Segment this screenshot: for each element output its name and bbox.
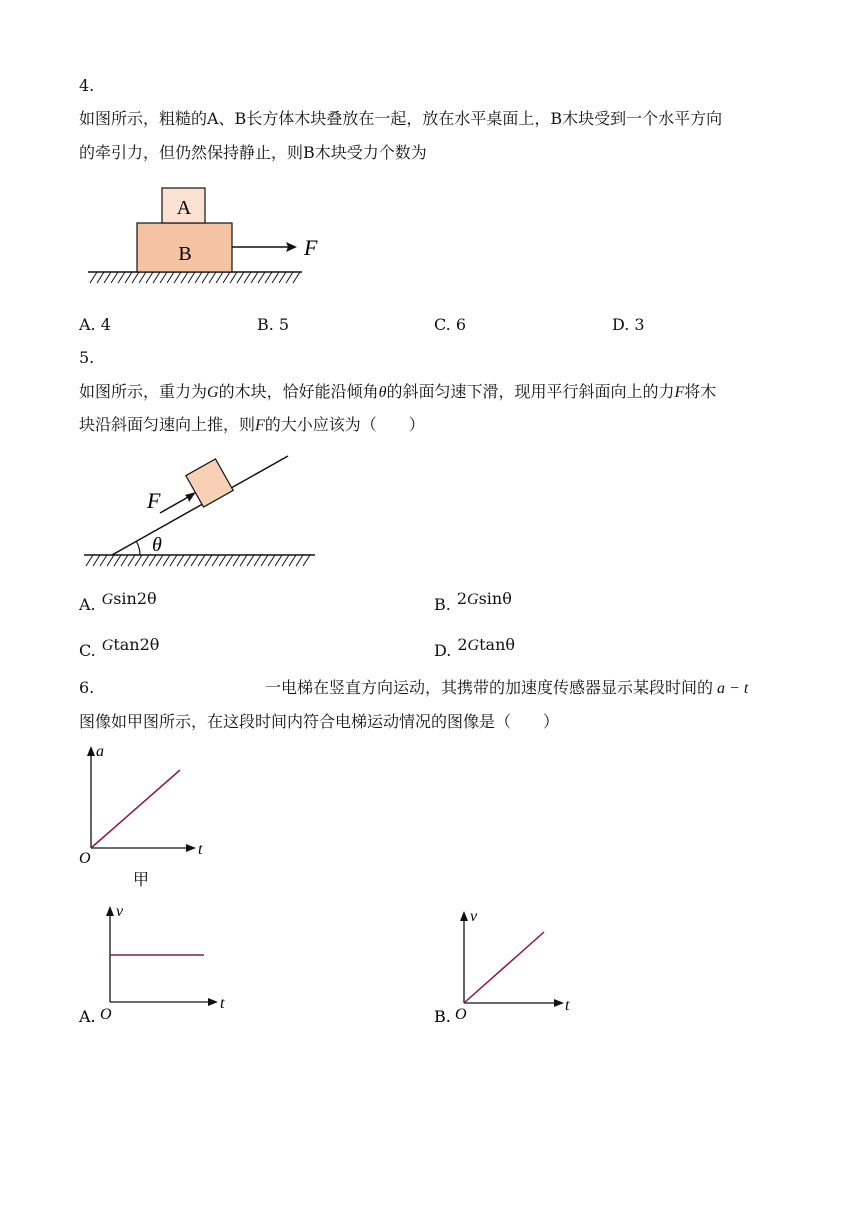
jia-line	[91, 770, 180, 848]
q4-option-d[interactable]: D. 3	[612, 315, 645, 334]
a-y-label: v	[116, 903, 124, 920]
q4-force-label: F	[304, 235, 318, 260]
q4-block-a-label: A	[176, 197, 192, 219]
q4-number: 4.	[79, 76, 95, 95]
q6-stem-line2: 图像如甲图所示，在这段时间内符合电梯运动情况的图像是（ ）	[79, 712, 560, 731]
q6-graph-jia	[79, 743, 203, 889]
q5-option-a[interactable]: A. Gsin2θ	[79, 589, 157, 614]
jia-y-arrow	[87, 746, 95, 756]
jia-x-arrow	[186, 844, 196, 852]
jia-origin: O	[79, 850, 91, 867]
q6-number: 6.	[79, 678, 95, 697]
q4-option-b[interactable]: B. 5	[257, 315, 290, 334]
q5-number: 5.	[79, 348, 95, 367]
q5-stem-line2: 块沿斜面匀速向上推，则F的大小应该为（ ）	[79, 415, 425, 434]
q4-block-b-label: B	[178, 243, 192, 265]
q5-option-d[interactable]: D. 2Gtanθ	[434, 635, 515, 660]
b-origin: O	[455, 1006, 467, 1023]
q5-option-b[interactable]: B. 2Gsinθ	[434, 589, 512, 614]
q5-stem-line1: 如图所示，重力为G的木块，恰好能沿倾角θ的斜面匀速下滑，现用平行斜面向上的力F将木	[79, 382, 717, 401]
q5-option-c[interactable]: C. Gtan2θ	[79, 635, 160, 660]
q5-angle-label: θ	[152, 534, 162, 556]
q6-option-a-letter: A.	[79, 1007, 96, 1026]
q5-force-label: F	[147, 488, 161, 513]
q4-stem-line2: 的牵引力，但仍然保持静止，则B木块受力个数为	[79, 143, 427, 162]
a-x-label: t	[220, 995, 225, 1012]
b-line	[464, 932, 544, 1003]
q6-stem-line1: 一电梯在竖直方向运动，其携带的加速度传感器显示某段时间的 a − t	[265, 678, 749, 697]
a-origin: O	[100, 1006, 112, 1023]
b-y-label: v	[470, 908, 478, 925]
jia-y-label: a	[96, 743, 104, 760]
q4-stem-line1: 如图所示，粗糙的A、B长方体木块叠放在一起，放在水平桌面上，B木块受到一个水平方向	[79, 109, 723, 128]
q4-option-c[interactable]: C. 6	[434, 315, 467, 334]
q6-option-b-graph	[455, 908, 570, 1023]
q4-option-a[interactable]: A. 4	[79, 315, 111, 334]
b-x-arrow	[554, 999, 564, 1007]
q6-option-b-letter: B.	[434, 1007, 451, 1026]
b-y-arrow	[460, 911, 468, 921]
jia-caption: 甲	[132, 870, 150, 889]
a-x-arrow	[208, 998, 218, 1006]
q6-option-a-graph	[100, 903, 225, 1023]
a-y-arrow	[106, 906, 114, 916]
b-x-label: t	[565, 997, 570, 1014]
jia-x-label: t	[198, 841, 203, 858]
